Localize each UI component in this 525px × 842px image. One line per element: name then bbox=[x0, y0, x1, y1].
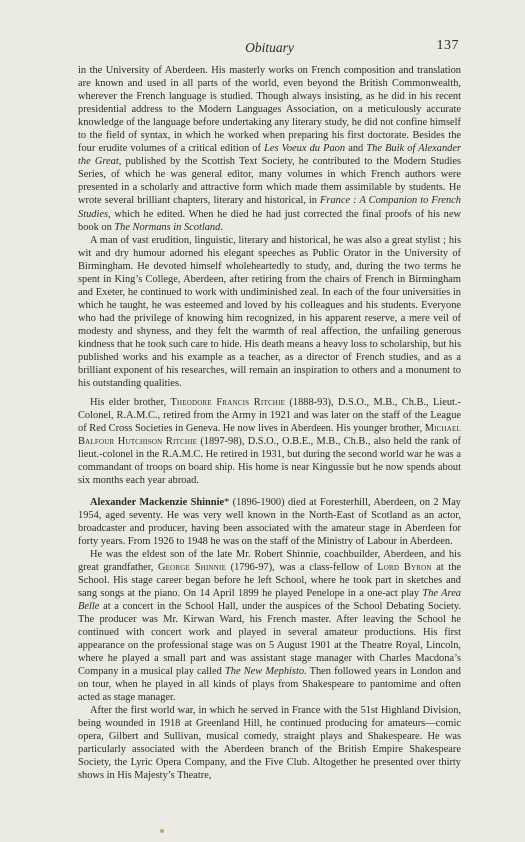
text-run: in the University of Aberdeen. His masterly works on French composition and translation are known and used in all parts of the world, even beyond the British Commonwealth, wherever the French language is studied. Though always insisting, as he did in his recent presidential address to the Modern Languages Association, on a meticulously accurate knowledge of the language before undertaking any literary study, he did not confine himself to the field of syntax, in which he worked when preparing his first doctorate. Besides the four erudite volumes of a critical edition of bbox=[78, 65, 461, 155]
text-run: . Then followed years in London and on tour, when he played in all kinds of plays from Shakespeare to pantomime and often acted as stage manager. bbox=[78, 666, 461, 704]
book-title: The Buik of Alexander the Great bbox=[78, 143, 461, 168]
paragraph-continued bbox=[78, 64, 461, 234]
play-title: The New Mephisto bbox=[225, 666, 305, 678]
paragraph: A man of vast erudition, linguistic, literary and historical, he was also a great stylist ; his wit and dry humour adorned his elegant speeches as Public Orator in the University of Birmingham. He devoted himself wholeheartedly to study, and, during the two terms he spent in King’s College, Aberdeen, after retiring from the chairs of French in Birmingham and Exeter, he continued to work with undiminished zeal. In each of the four universities in which he taught, he was esteemed and loved by his colleagues and his students. Everyone who had the privilege of knowing him recognized, in his apparent reserve, a mere veil of modesty and shyness, and they felt the warmth of real affection, the unfailing generous kindness that he took such care to hide. His death means a heavy loss to scholarship, but his published works and his example as a teacher, as a director of French studies, and as a brilliant exponent of his researches, will remain an inspiration to others and a monument to his outstanding qualities. bbox=[78, 234, 461, 390]
text-run: at the School. His stage career began before he left School, where he took part in sketches and sang songs at the piano. On 14 April 1899 he played Penelope in a one-act play bbox=[78, 561, 462, 599]
paragraph-obituary-start bbox=[78, 496, 461, 548]
text-run: His elder brother, bbox=[90, 397, 171, 409]
book-title: Les Voeux du Paon bbox=[264, 143, 346, 155]
person-name: Lord Byron bbox=[377, 561, 432, 573]
text-run: (1888-93), D.S.O., M.B., Ch.B., Lieut.-Colonel, R.A.M.C., retired from the Army in 1921 and was later on the staff of the League of Red Cross Societies in Geneva. He now lives in Aberdeen. His younger brother, bbox=[78, 397, 461, 435]
text-run: and bbox=[345, 143, 367, 155]
running-title: Obituary bbox=[245, 40, 294, 55]
person-name: Theodore Francis Ritchie bbox=[170, 397, 286, 409]
text-run: (1897-98), D.S.O., O.B.E., M.B., Ch.B., also held the rank of lieut.-colonel in the R.A.M.C. He retired in 1931, but during the second world war he was a commandant of troops on board ship. His home is near Kingussie but he now spends about six months each year abroad. bbox=[78, 436, 461, 487]
play-title: The Area Belle bbox=[78, 587, 461, 612]
paragraph: After the first world war, in which he served in France with the 51st Highland Division, being wounded in 1918 at Greenland Hill, he continued producing for amateurs—comic opera, Gilbert and Sullivan, musical comedy, straight plays and Shakespeare. He was particularly associated with the Aberdeen branch of the British Empire Shakespeare Society, the Lyric Opera Company, and the Five Club. Altogether he presented over thirty shows in His Majesty’s Theatre, bbox=[78, 705, 461, 782]
text-run: He was the eldest son of the late Mr. Robert Shinnie, coachbuilder, Aberdeen, and his great grandfather, bbox=[78, 548, 461, 573]
text-run: (1796-97), was a class-fellow of bbox=[226, 561, 378, 573]
text-run: * (1896-1900) died at Foresterhill, Aberdeen, on 2 May 1954, aged seventy. He was very well known in the North-East of Scotland as an actor, broadcaster and producer, having been associated with the amateur stage in Aberdeen for forty years. From 1926 to 1948 he was on the staff of the Ministry of Labour in Aberdeen. bbox=[78, 496, 461, 547]
text-run: at a concert in the School Hall, under the auspices of the School Debating Society. The producer was Mr. Kirwan Ward, his French master. After leaving the School he continued with concert work and played in several amateur productions. His first appearance on the professional stage was on 5 August 1901 at the Theatre Royal, Lincoln, where he played a small part and was assistant stage manager with Charles Macdona’s Company in a musical play called bbox=[78, 600, 461, 678]
article-body bbox=[78, 64, 461, 783]
text-run: , which he edited. When he died he had just corrected the final proofs of his new book on bbox=[78, 208, 461, 233]
paragraph bbox=[78, 396, 461, 487]
text-run: , published by the Scottish Text Society, he contributed to the Modern Studies Series, of which he was general editor, many volumes in which French authors were presented in a scholarly and attractive form which made them assimilable by students. He wrote several brilliant chapters, literary and historical, in bbox=[78, 156, 461, 207]
book-title: France : A Companion to French Studies bbox=[78, 195, 461, 220]
text-run: . bbox=[220, 221, 223, 233]
person-name: George Shinnie bbox=[157, 561, 227, 573]
page-number: 137 bbox=[436, 38, 459, 53]
person-name: Michael Balfour Hutchison Ritchie bbox=[78, 423, 461, 448]
page-mark bbox=[160, 829, 164, 833]
running-header bbox=[78, 38, 461, 58]
obituary-name: Alexander Mackenzie Shinnie bbox=[90, 496, 225, 508]
paragraph bbox=[78, 548, 461, 705]
book-title: The Normans in Scotland bbox=[114, 221, 221, 233]
